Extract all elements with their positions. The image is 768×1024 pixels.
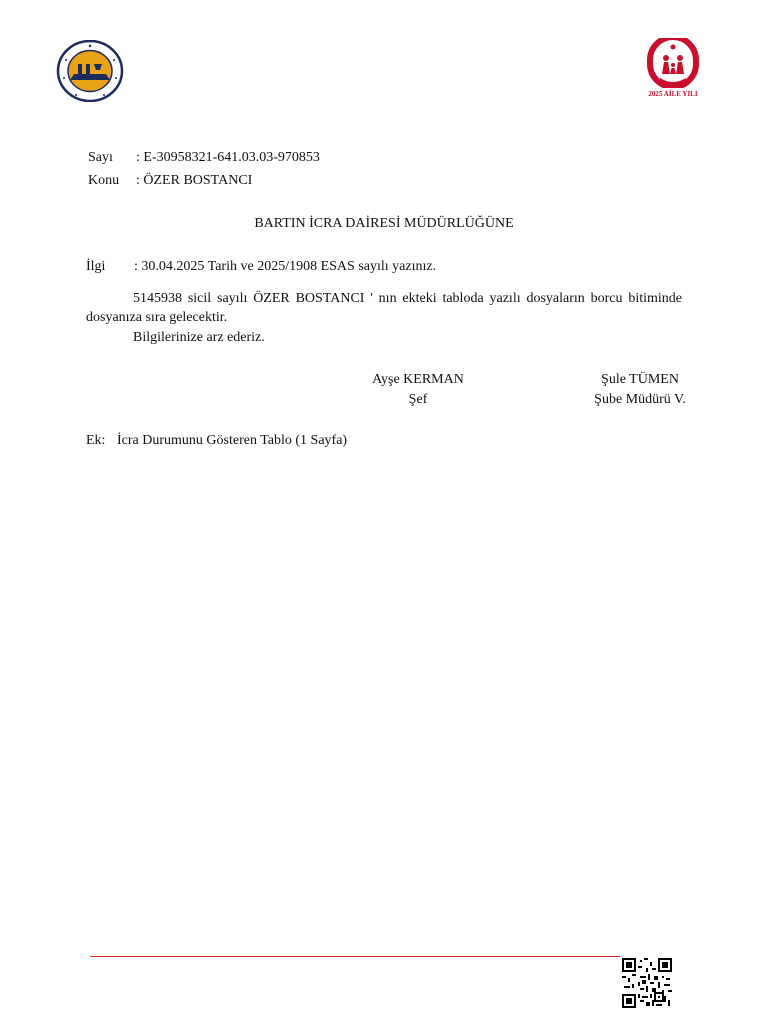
sayi-label: Sayı: [88, 150, 113, 165]
signatory-title: Şube Müdürü V.: [594, 392, 686, 407]
ilgi-value: : 30.04.2025 Tarih ve 2025/1908 ESAS sayılı yazınız.: [134, 259, 437, 274]
body-paragraph: 5145938 sicil sayılı ÖZER BOSTANCI ' nın ekteki tabloda yazılı dosyaların borcu bitiminde dosyanıza sıra gelecektir.: [86, 291, 682, 325]
signature-block: [560, 370, 720, 410]
qr-code-icon: [622, 958, 672, 1008]
sayi-value: : E-30958321-641.03.03-970853: [136, 150, 320, 165]
signatory-title: Şef: [408, 392, 428, 407]
signatory-name: Şule TÜMEN: [601, 372, 679, 387]
ilgi-label: İlgi: [86, 259, 106, 274]
family-year-caption: 2025 AİLE YILI: [648, 90, 698, 98]
signature-block: [340, 370, 496, 410]
institution-seal-icon: [56, 40, 124, 102]
konu-label: Konu: [88, 173, 120, 188]
footer-divider: [90, 956, 620, 957]
addressee-heading: BARTIN İCRA DAİRESİ MÜDÜRLÜĞÜNE: [254, 216, 514, 231]
attachment-label: Ek:: [86, 433, 106, 448]
signatory-name: Ayşe KERMAN: [372, 372, 464, 387]
attachment-value: İcra Durumunu Gösteren Tablo (1 Sayfa): [117, 433, 348, 448]
konu-value: : ÖZER BOSTANCI: [136, 173, 253, 188]
closing-line: Bilgilerinize arz ederiz.: [133, 330, 265, 345]
